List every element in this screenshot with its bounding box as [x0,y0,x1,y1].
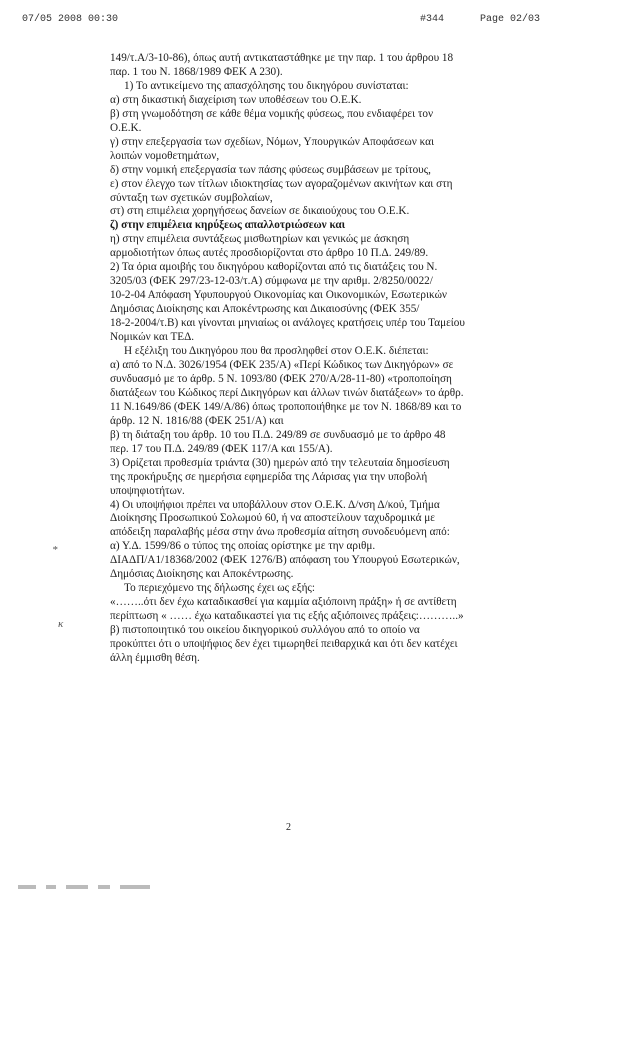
text-line: β) στη γνωμοδότηση σε κάθε θέμα νομικής φύσεως, που ενδιαφέρει τον [110,107,434,120]
text-line: ε) στον έλεγχο των τίτλων ιδιοκτησίας των αγοραζομένων ακινήτων και στη [110,177,453,190]
text-line: Η εξέλιξη του Δικηγόρου που θα προσληφθεί στον Ο.Ε.Κ. διέπεται: [124,345,429,358]
text-line: της προκήρυξης σε ημερήσια εφημερίδα της Λάρισας για την υποβολή [110,470,428,483]
text-line: α) στη δικαστική διαχείριση των υποθέσεων του Ο.Ε.Κ. [110,93,362,106]
text-line: δ) στην νομική επεξεργασία των πάσης φύσεως συμβάσεων με τρίτους, [110,163,431,176]
text-line: α) από το Ν.Δ. 3026/1954 (ΦΕΚ 235/Α) «Περί Κώδικος των Δικηγόρων» σε [110,358,454,371]
text-line: 3205/03 (ΦΕΚ 297/23-12-03/τ.Α) σύμφωνα με την αριθμ. 2/8250/0022/ [110,275,433,288]
text-line: 18-2-2004/τ.Β) και γίνονται μηνιαίως οι ανάλογες κρατήσεις υπέρ του Ταμείου [110,317,465,330]
text-line: Νομικών και ΤΕΔ. [110,331,195,344]
fax-job-number: #344 [420,14,445,25]
text-line: Διοίκησης Προσωπικού Σολωμού 60, ή να αποστείλουν ταχυδρομικά με [110,512,435,525]
margin-mark: κ [58,618,64,630]
text-line: 11 Ν.1649/86 (ΦΕΚ 149/Α/86) όπως τροποποιήθηκε με τον Ν. 1868/89 και το [110,400,462,413]
text-line: β) τη διάταξη του άρθρ. 10 του Π.Δ. 249/89 σε συνδυασμό με το άρθρο 48 [110,428,446,441]
text-line: α) Υ.Δ. 1599/86 ο τύπος της οποίας ορίστηκε με την αριθμ. [110,540,376,553]
text-line: άρθρ. 12 Ν. 1816/88 (ΦΕΚ 251/Α) και [110,414,284,427]
text-line: άλλη έμμισθη θέση. [110,651,200,664]
text-line: 149/τ.Α/3-10-86), όπως αυτή αντικαταστάθηκε με την παρ. 1 του άρθρου 18 [110,52,454,64]
scan-smudge [18,878,218,884]
text-line: απόδειξη παραλαβής μέσα στην άνω προθεσμία αίτηση συνοδευόμενη από: [110,526,450,539]
text-line: 4) Οι υποψήφιοι πρέπει να υποβάλλουν στον Ο.Ε.Κ. Δ/νση Δ/κού, Τμήμα [110,498,440,511]
text-line: 1) Το αντικείμενο της απασχόλησης του δικηγόρου συνίσταται: [124,79,409,92]
text-line: «……..ότι δεν έχω καταδικασθεί για καμμία αξιόποινη πράξη» ή σε αντίθετη [110,596,457,609]
fax-datetime: 07/05 2008 00:30 [22,14,119,25]
text-line: αρμοδιοτήτων όπως αυτές προσδιορίζονται στο άρθρο 10 Π.Δ. 249/89. [110,247,429,260]
margin-mark: * [52,544,58,556]
document-body [110,52,530,666]
fax-page-indicator: Page 02/03 [480,14,541,25]
text-line: παρ. 1 του Ν. 1868/1989 ΦΕΚ Α 230). [110,65,283,78]
text-line: Δημόσιας Διοίκησης και Αποκέντρωσης και Δικαιοσύνης (ΦΕΚ 355/ [110,303,420,316]
text-line: Δημόσιας Διοίκησης και Αποκέντρωσης. [110,568,294,581]
text-line: συνδυασμό με το άρθρ. 5 Ν. 1093/80 (ΦΕΚ 270/Α/28-11-80) «τροποποίηση [110,372,452,385]
text-line: ΔΙΑΔΠ/Α1/18368/2002 (ΦΕΚ 1276/Β) απόφαση του Υπουργού Εσωτερικών, [110,554,460,567]
text-line: Το περιεχόμενο της δήλωσης έχει ως εξής: [124,582,315,595]
text-line: ζ) στην επιμέλεια κηρύξεως απαλλοτριώσεων και [110,219,346,232]
text-line: λοιπών νομοθετημάτων, [110,149,220,162]
text-line: διατάξεων του Κώδικος περί Δικηγόρων και άλλων τινών διατάξεων» το άρθρ. [110,386,464,399]
text-line: η) στην επιμέλεια συντάξεως μισθωτηρίων και γενικώς με άσκηση [110,233,410,246]
text-line: υποψηφιοτήτων. [110,484,185,497]
text-line: 3) Ορίζεται προθεσμία τριάντα (30) ημερών από την τελευταία δημοσίευση [110,456,450,469]
text-line: στ) στη επιμέλεια χορηγήσεως δανείων σε δικαιούχους του Ο.Ε.Κ. [110,205,410,218]
text-line: Ο.Ε.Κ. [110,121,142,134]
page-number: 2 [286,822,291,833]
text-line: προκύπτει ότι ο υποψήφιος δεν έχει τιμωρηθεί πειθαρχικά και ότι δεν κατέχει [110,638,458,651]
text-line: περ. 17 του Π.Δ. 249/89 (ΦΕΚ 117/Α και 155/Α). [110,442,333,455]
text-line: σύνταξη των σχετικών συμβολαίων, [110,191,273,204]
text-line: 10-2-04 Απόφαση Υφυπουργού Οικονομίας και Οικονομικών, Εσωτερικών [110,289,447,302]
text-line: περίπτωση « …… έχω καταδικαστεί για τις εξής αξιόποινες πράξεις:………..» [110,610,464,623]
text-line: 2) Τα όρια αμοιβής του δικηγόρου καθορίζονται από τις διατάξεις του Ν. [110,261,438,274]
text-line: β) πιστοποιητικό του οικείου δικηγορικού συλλόγου από το οποίο να [110,624,420,637]
text-line: γ) στην επεξεργασία των σχεδίων, Νόμων, Υπουργικών Αποφάσεων και [110,135,435,148]
